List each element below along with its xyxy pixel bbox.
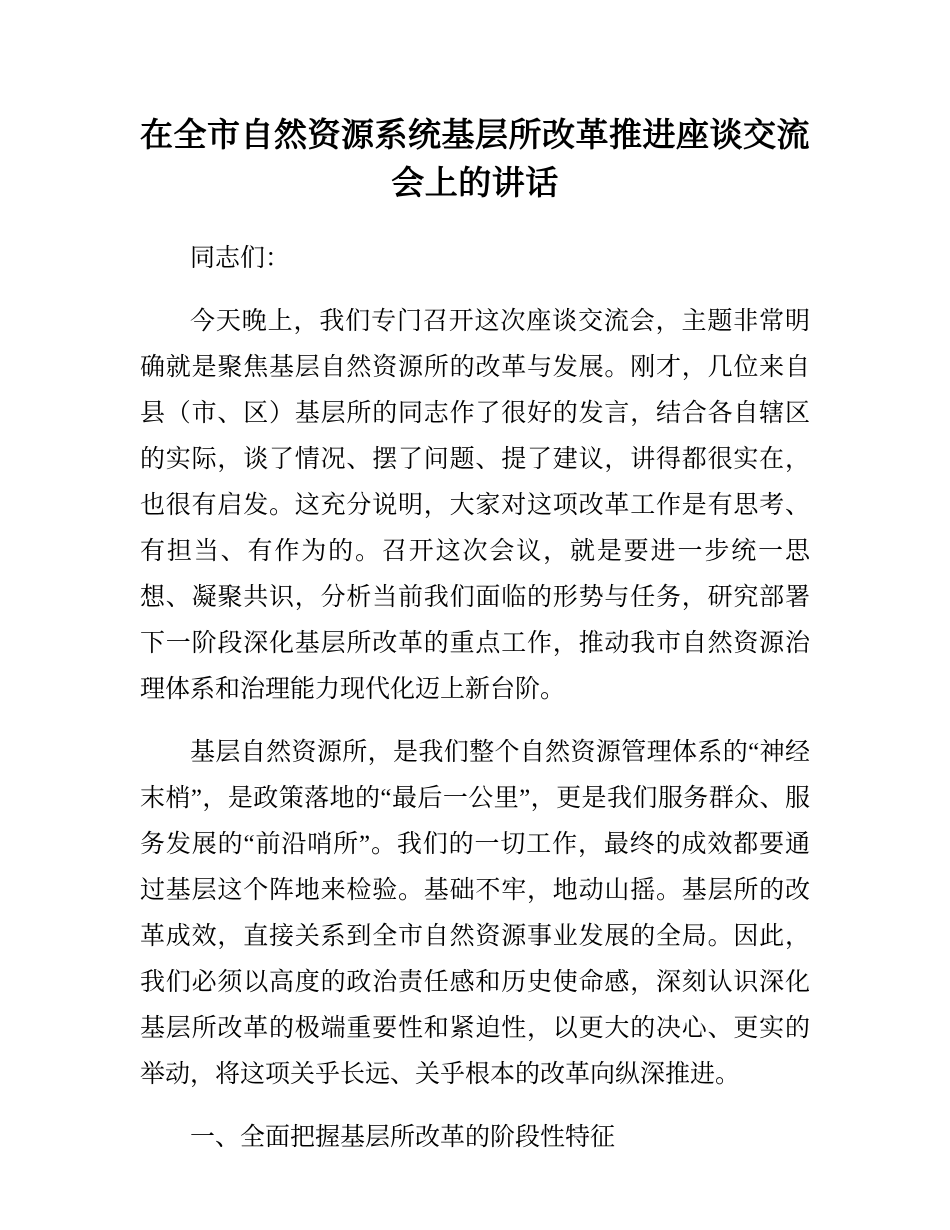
- salutation: 同志们：: [190, 245, 291, 272]
- document-title: 在全市自然资源系统基层所改革推进座谈交流会上的讲话: [140, 118, 810, 202]
- paragraph-1: 今天晚上，我们专门召开这次座谈交流会，主题非常明确就是聚焦基层自然资源所的改革与发展。刚才，几位来自县（市、区）基层所的同志作了很好的发言，结合各自辖区的实际，谈了情况、摆了问题、提了建议，讲得都很实在，也很有启发。这充分说明，大家对这项改革工作是有思考、有担当、有作为的。召开这次会议，就是要进一步统一思想、凝聚共识，分析当前我们面临的形势与任务，研究部署下一阶段深化基层所改革的重点工作，推动我市自然资源治理体系和治理能力现代化迈上新台阶。: [140, 308, 810, 703]
- paragraph-2: 基层自然资源所，是我们整个自然资源管理体系的“神经末梢”，是政策落地的“最后一公里”，更是我们服务群众、服务发展的“前沿哨所”。我们的一切工作，最终的成效都要通过基层这个阵地来检验。基础不牢，地动山摇。基层所的改革成效，直接关系到全市自然资源事业发展的全局。因此，我们必须以高度的政治责任感和历史使命感，深刻认识深化基层所改革的极端重要性和紧迫性，以更大的决心、更实的举动，将这项关乎长远、关乎根本的改革向纵深推进。: [140, 739, 810, 1088]
- section-heading: 一、全面把握基层所改革的阶段性特征: [190, 1124, 616, 1151]
